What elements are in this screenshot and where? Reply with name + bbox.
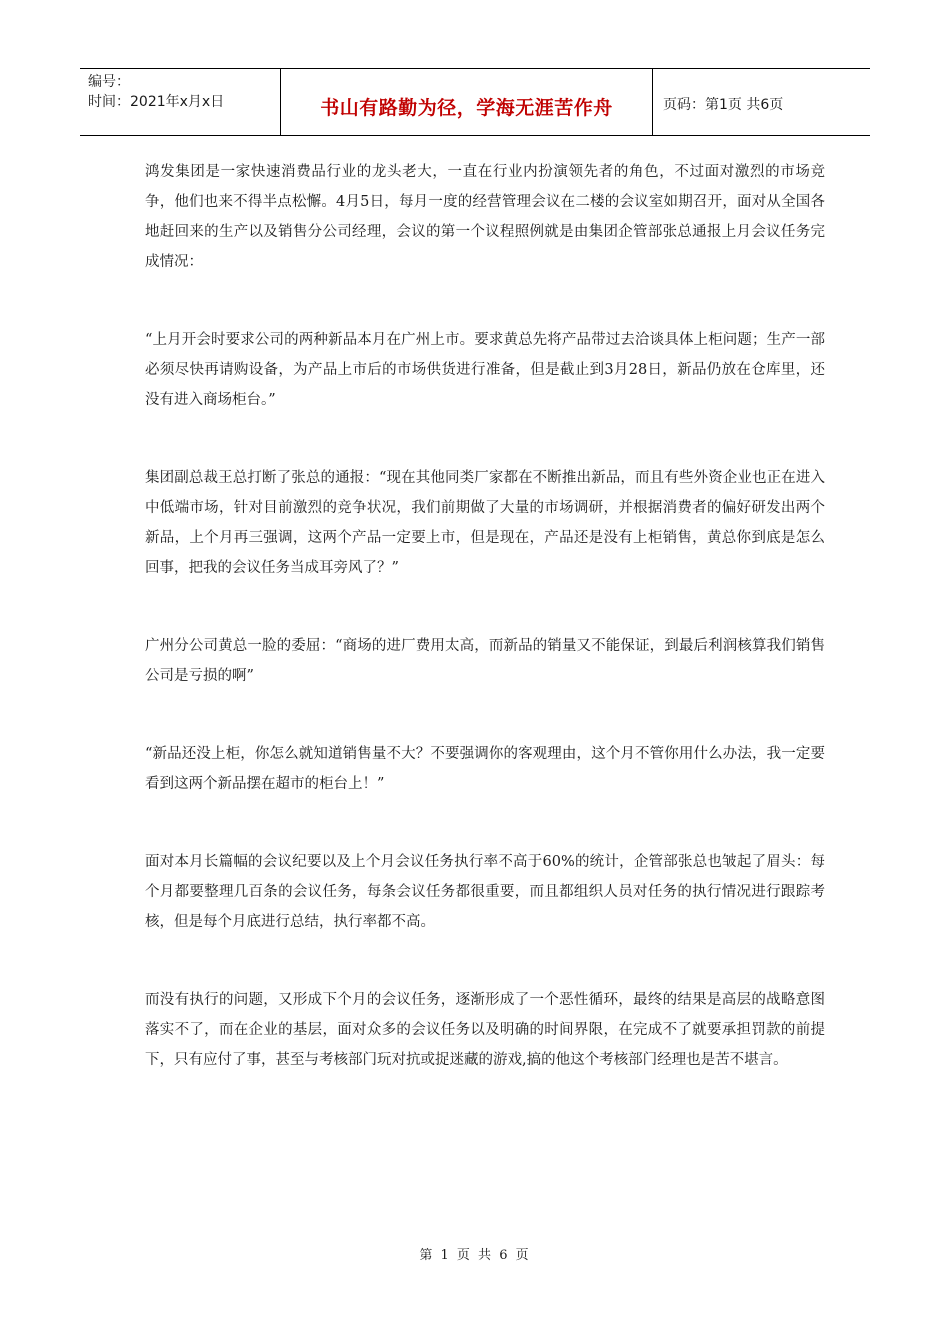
paragraph-5: “新品还没上柜，你怎么就知道销售量不大？不要强调你的客观理由，这个月不管你用什么办法，我一定要看到这两个新品摆在超市的柜台上！” bbox=[145, 746, 825, 792]
header-motto: 书山有路勤为径，学海无涯苦作舟 bbox=[320, 96, 613, 119]
header-page-code-cell bbox=[653, 69, 870, 135]
paragraph-1: 鸿发集团是一家快速消费品行业的龙头老大，一直在行业内扮演领先者的角色，不过面对激烈的市场竞争，他们也来不得半点松懈。4月5日，每月一度的经营管理会议在二楼的会议室如期召开，面对从全国各地赶回来的生产以及销售分公司经理，会议的第一个议程照例就是由集团企管部张总通报上月会议任务完成情况： bbox=[145, 164, 825, 270]
paragraph-6: 面对本月长篇幅的会议纪要以及上个月会议任务执行率不高于60%的统计，企管部张总也皱起了眉头：每个月都要整理几百条的会议任务，每条会议任务都很重要，而且都组织人员对任务的执行情况进行跟踪考核，但是每个月底进行总结，执行率都不高。 bbox=[145, 854, 825, 930]
document-number-label: 编号： bbox=[88, 74, 130, 90]
paragraph-7: 而没有执行的问题，又形成下个月的会议任务，逐渐形成了一个恶性循环，最终的结果是高层的战略意图落实不了，而在企业的基层，面对众多的会议任务以及明确的时间界限，在完成不了就要承担罚款的前提下，只有应付了事，甚至与考核部门玩对抗或捉迷藏的游戏,搞的他这个考核部门经理也是苦不堪言。 bbox=[145, 992, 825, 1068]
document-body bbox=[145, 157, 825, 1123]
paragraph-3: 集团副总裁王总打断了张总的通报：“现在其他同类厂家都在不断推出新品，而且有些外资企业也正在进入中低端市场，针对目前激烈的竞争状况，我们前期做了大量的市场调研，并根据消费者的偏好研发出两个新品，上个月再三强调，这两个产品一定要上市，但是现在，产品还是没有上柜销售，黄总你到底是怎么回事，把我的会议任务当成耳旁风了？” bbox=[145, 470, 825, 576]
paragraph-4: 广州分公司黄总一脸的委屈：“商场的进厂费用太高，而新品的销量又不能保证，到最后利润核算我们销售公司是亏损的啊” bbox=[145, 638, 825, 684]
header-meta bbox=[80, 69, 281, 135]
document-header bbox=[80, 68, 870, 136]
document-time-label: 时间：2021年x月x日 bbox=[88, 94, 225, 110]
header-page-code: 页码：第1页 共6页 bbox=[663, 97, 784, 113]
header-motto-cell bbox=[281, 69, 653, 135]
paragraph-2: “上月开会时要求公司的两种新品本月在广州上市。要求黄总先将产品带过去洽谈具体上柜问题；生产一部必须尽快再请购设备，为产品上市后的市场供货进行准备，但是截止到3月28日，新品仍放在仓库里，还没有进入商场柜台。” bbox=[145, 332, 825, 408]
page-footer: 第 1 页 共 6 页 bbox=[419, 1248, 531, 1263]
